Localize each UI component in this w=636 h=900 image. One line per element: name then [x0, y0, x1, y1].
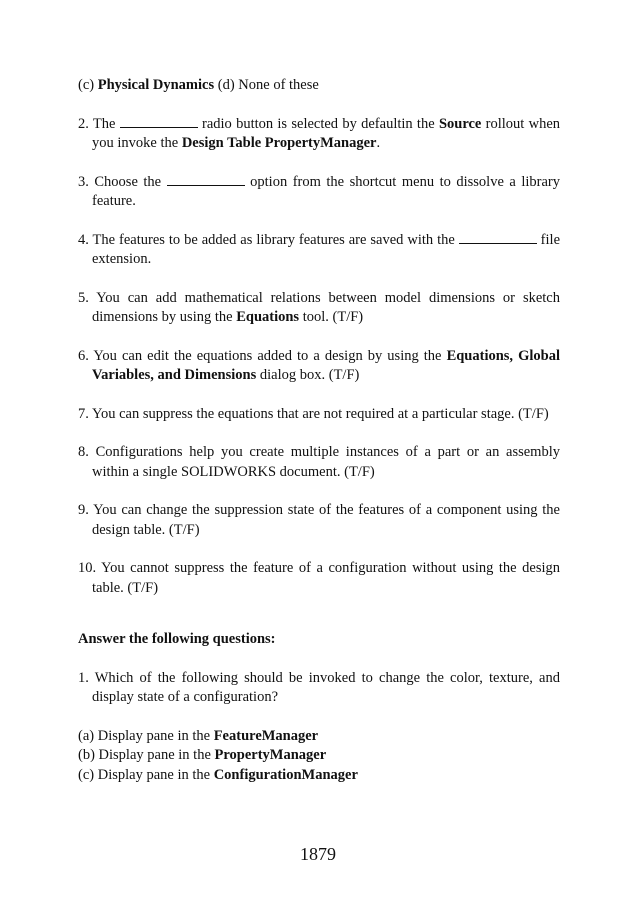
question-6: 6. You can edit the equations added to a design by using the Equations, Global Variables, and Dimensions dialog box. (T/F) [78, 347, 561, 383]
page-number: 1879 [300, 844, 336, 864]
answer-option-b: (b) Display pane in the PropertyManager [78, 747, 327, 763]
answer-blank [459, 231, 537, 244]
question-3: 3. Choose the option from the shortcut menu to dissolve a library feature. [78, 173, 560, 209]
section-heading: Answer the following questions: [78, 631, 276, 647]
answer-blank [167, 173, 245, 186]
question-7: 7. You can suppress the equations that are not required at a particular stage. (T/F) [78, 405, 549, 422]
question-8: 8. Configurations help you create multiple instances of a part or an assembly within a single SOLIDWORKS document. (T/F) [78, 444, 560, 480]
question-9: 9. You can change the suppression state of the features of a component using the design table. (T/F) [78, 502, 560, 538]
answer-option-a: (a) Display pane in the FeatureManager [78, 727, 319, 744]
answer-question-1: 1. Which of the following should be invoked to change the color, texture, and display state of a configuration? [78, 669, 560, 705]
question-2: 2. The radio button is selected by defaultin the Source rollout when you invoke the Design Table PropertyManager. [78, 115, 561, 151]
answer-option-c: (c) Display pane in the ConfigurationManager [78, 766, 358, 783]
answer-blank [120, 115, 198, 128]
question-10: 10. You cannot suppress the feature of a configuration without using the design table. (T/F) [78, 560, 560, 596]
page-content [78, 76, 560, 785]
question-4: 4. The features to be added as library features are saved with the file extension. [78, 231, 561, 267]
options-line-c-d: (c) Physical Dynamics (d) None of these [78, 77, 319, 93]
question-5: 5. You can add mathematical relations between model dimensions or sketch dimensions by using the Equations tool. (T/F) [78, 289, 560, 325]
